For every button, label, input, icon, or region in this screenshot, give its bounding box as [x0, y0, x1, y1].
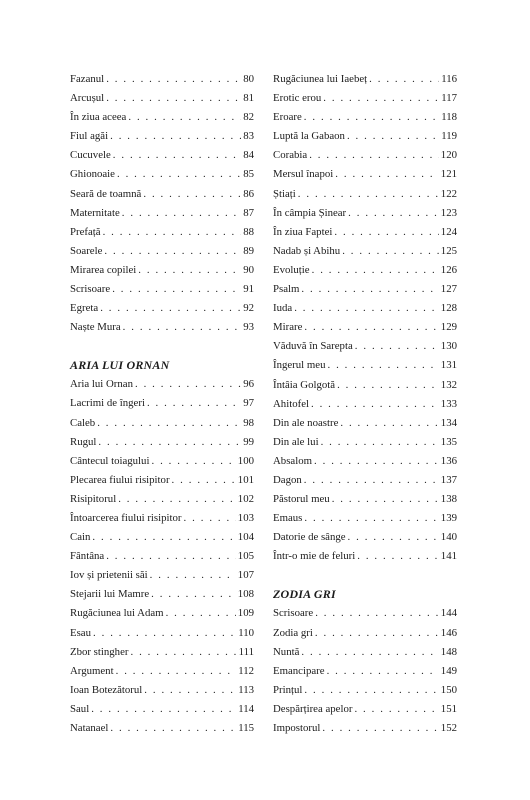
- dot-leader: [304, 509, 438, 528]
- toc-entry-title: Nadab și Abihu: [273, 244, 341, 257]
- toc-entry: [273, 662, 457, 681]
- toc-entry-title: Rugăciunea lui Iaebeț: [273, 73, 368, 85]
- toc-entry-page-number: 83: [243, 130, 254, 143]
- toc-entry: [273, 318, 457, 337]
- toc-entry-title: Dagon: [273, 473, 302, 486]
- toc-entry-title: Mirare: [273, 321, 303, 334]
- toc-entry: [273, 509, 457, 528]
- dot-leader: [334, 223, 438, 242]
- toc-entry: [70, 89, 254, 108]
- toc-entry-page-number: 132: [440, 378, 457, 391]
- toc-entry: [273, 146, 457, 165]
- toc-entry-title: Saul: [70, 702, 90, 715]
- toc-entry: [70, 185, 254, 204]
- toc-entry-page-number: 109: [237, 607, 254, 620]
- toc-entry: [70, 585, 254, 604]
- dot-leader: [315, 624, 439, 643]
- toc-entry-page-number: 84: [243, 149, 254, 162]
- dot-leader: [315, 604, 439, 623]
- toc-entry-title: Mersul înapoi: [273, 168, 334, 181]
- dot-leader: [128, 108, 241, 127]
- dot-leader: [110, 127, 241, 146]
- dot-leader: [143, 185, 241, 204]
- toc-entry: [70, 204, 254, 223]
- toc-entry: [70, 624, 254, 643]
- toc-entry-page-number: 123: [440, 206, 457, 219]
- dot-leader: [151, 585, 236, 604]
- toc-entry-title: Rugăciunea lui Adam: [70, 607, 164, 620]
- dot-leader: [166, 604, 236, 623]
- toc-entry-title: Iov și prietenii săi: [70, 569, 148, 582]
- toc-entry-title: Luptă la Gabaon: [273, 130, 345, 143]
- dot-leader: [117, 165, 241, 184]
- toc-entry: [273, 528, 457, 547]
- toc-entry-page-number: 103: [237, 511, 254, 524]
- toc-entry: [273, 108, 457, 127]
- dot-leader: [337, 376, 439, 395]
- toc-entry-page-number: 80: [243, 73, 254, 85]
- toc-entry: [273, 719, 457, 738]
- toc-entry-title: Arcușul: [70, 92, 105, 105]
- toc-entry-list: [273, 604, 457, 738]
- toc-entry-title: Prefață: [70, 225, 101, 238]
- toc-entry-title: Esau: [70, 626, 91, 639]
- toc-entry: [70, 146, 254, 165]
- toc-entry: [273, 337, 457, 356]
- toc-entry-title: Emancipare: [273, 664, 325, 677]
- toc-entry-list: [70, 70, 254, 337]
- toc-entry-page-number: 127: [440, 283, 457, 296]
- toc-entry-title: Cain: [70, 531, 91, 544]
- toc-entry: [273, 643, 457, 662]
- toc-entry: [273, 223, 457, 242]
- toc-entry: [70, 547, 254, 566]
- toc-entry-title: Egreta: [70, 302, 99, 315]
- toc-entry: [273, 433, 457, 452]
- dot-leader: [301, 643, 438, 662]
- toc-entry-title: Evoluție: [273, 263, 310, 276]
- toc-entry: [70, 299, 254, 318]
- toc-entry-page-number: 144: [440, 607, 457, 620]
- toc-entry-title: Ghionoaie: [70, 168, 115, 181]
- toc-entry-page-number: 87: [243, 206, 254, 219]
- toc-entry-title: Eroare: [273, 111, 302, 124]
- toc-entry: [70, 108, 254, 127]
- dot-leader: [104, 242, 241, 261]
- toc-entry: [273, 681, 457, 700]
- toc-entry-page-number: 131: [440, 359, 457, 372]
- dot-leader: [312, 261, 439, 280]
- toc-entry-title: Scrisoare: [273, 607, 314, 620]
- dot-leader: [92, 528, 235, 547]
- toc-entry: [273, 490, 457, 509]
- toc-entry: [70, 566, 254, 585]
- toc-entry-title: Din ale lui: [273, 435, 319, 448]
- dot-leader: [347, 127, 439, 146]
- toc-entry-page-number: 116: [441, 73, 457, 85]
- toc-entry-title: Natanael: [70, 722, 109, 734]
- toc-entry-page-number: 140: [440, 531, 457, 544]
- toc-entry: [70, 490, 254, 509]
- toc-entry-title: Cântecul toiagului: [70, 454, 150, 467]
- dot-leader: [298, 185, 439, 204]
- toc-entry: [70, 223, 254, 242]
- toc-entry-title: Stejarii lui Mamre: [70, 588, 150, 601]
- dot-leader: [309, 146, 439, 165]
- dot-leader: [112, 280, 241, 299]
- dot-leader: [348, 528, 439, 547]
- section-title: ARIA LUI ORNAN: [70, 358, 170, 373]
- toc-entry-page-number: 137: [440, 473, 457, 486]
- toc-entry-page-number: 88: [243, 225, 254, 238]
- dot-leader: [321, 433, 439, 452]
- toc-entry-title: Argument: [70, 664, 114, 677]
- toc-entry-title: Caleb: [70, 416, 96, 429]
- dot-leader: [369, 70, 439, 89]
- toc-entry-page-number: 113: [238, 683, 254, 696]
- toc-entry: [273, 471, 457, 490]
- toc-entry-page-number: 111: [238, 645, 254, 658]
- toc-entry-title: Zodia gri: [273, 626, 313, 639]
- toc-entry-title: Zbor stingher: [70, 645, 129, 658]
- toc-entry-page-number: 81: [243, 92, 254, 105]
- toc-entry-page-number: 107: [237, 569, 254, 582]
- dot-leader: [304, 108, 439, 127]
- toc-entry-page-number: 99: [243, 435, 254, 448]
- toc-entry-title: Mirarea copilei: [70, 263, 137, 276]
- toc-entry-title: Într-o mie de feluri: [273, 550, 356, 563]
- dot-leader: [323, 89, 439, 108]
- toc-entry-page-number: 135: [440, 435, 457, 448]
- section-gap: [273, 566, 457, 584]
- toc-entry-page-number: 129: [440, 321, 457, 334]
- toc-entry-page-number: 104: [237, 531, 254, 544]
- toc-entry-page-number: 136: [440, 454, 457, 467]
- toc-left-column: [70, 70, 254, 738]
- dot-leader: [348, 204, 439, 223]
- dot-leader: [103, 223, 242, 242]
- toc-entry-page-number: 118: [441, 111, 457, 124]
- toc-entry: [70, 280, 254, 299]
- toc-entry-page-number: 90: [243, 263, 254, 276]
- toc-entry: [273, 185, 457, 204]
- toc-entry-page-number: 124: [440, 225, 457, 238]
- toc-entry-page-number: 139: [440, 512, 457, 525]
- toc-entry: [273, 204, 457, 223]
- toc-entry-page-number: 102: [237, 492, 254, 505]
- toc-entry-page-number: 85: [243, 168, 254, 181]
- toc-entry-title: Rugul: [70, 435, 97, 448]
- toc-entry-title: În ziua aceea: [70, 111, 127, 124]
- toc-entry: [70, 681, 254, 700]
- section-title: ZODIA GRI: [273, 587, 336, 602]
- toc-entry-title: Lacrimi de îngeri: [70, 397, 145, 410]
- toc-entry-page-number: 119: [441, 130, 457, 143]
- dot-leader: [304, 471, 439, 490]
- toc-entry: [70, 719, 254, 738]
- toc-entry-title: Plecarea fiului risipitor: [70, 473, 170, 486]
- toc-entry-page-number: 138: [440, 493, 457, 506]
- dot-leader: [100, 299, 241, 318]
- dot-leader: [322, 719, 438, 738]
- toc-entry: [273, 242, 457, 261]
- dot-leader: [123, 318, 242, 337]
- toc-entry-page-number: 112: [238, 664, 254, 677]
- toc-entry: [273, 376, 457, 395]
- dot-leader: [335, 165, 439, 184]
- toc-entry: [273, 299, 457, 318]
- toc-entry: [273, 165, 457, 184]
- dot-leader: [135, 375, 241, 394]
- toc-entry-title: Ioan Botezătorul: [70, 683, 143, 696]
- dot-leader: [172, 471, 236, 490]
- toc-entry-title: Scrisoare: [70, 283, 111, 296]
- toc-entry: [70, 70, 254, 89]
- dot-leader: [332, 490, 439, 509]
- toc-entry-page-number: 122: [440, 187, 457, 200]
- toc-entry-page-number: 101: [237, 473, 254, 486]
- toc-entry-page-number: 134: [440, 416, 457, 429]
- toc-entry: [70, 643, 254, 662]
- dot-leader: [98, 433, 241, 452]
- toc-entry: [70, 375, 254, 394]
- toc-entry-page-number: 125: [440, 244, 457, 257]
- toc-entry: [273, 127, 457, 146]
- toc-entry-page-number: 141: [440, 550, 457, 563]
- toc-entry-page-number: 148: [440, 645, 457, 658]
- toc-entry-title: Nuntă: [273, 645, 300, 658]
- toc-entry-page-number: 126: [440, 263, 457, 276]
- toc-entry: [70, 414, 254, 433]
- dot-leader: [327, 356, 438, 375]
- toc-entry: [70, 394, 254, 413]
- toc-entry-title: Din ale noastre: [273, 416, 339, 429]
- toc-entry-page-number: 97: [243, 397, 254, 410]
- toc-right-column: [273, 70, 457, 738]
- dot-leader: [110, 719, 236, 738]
- toc-entry: [273, 280, 457, 299]
- dot-leader: [116, 662, 237, 681]
- toc-entry: [70, 471, 254, 490]
- toc-entry: [70, 127, 254, 146]
- toc-entry: [70, 318, 254, 337]
- toc-entry-page-number: 115: [238, 722, 254, 734]
- toc-entry-list: [70, 375, 254, 738]
- dot-leader: [144, 681, 236, 700]
- toc-entry-page-number: 117: [441, 92, 457, 105]
- dot-leader: [340, 414, 438, 433]
- toc-entry-page-number: 146: [440, 626, 457, 639]
- dot-leader: [184, 509, 236, 528]
- toc-entry-page-number: 100: [237, 454, 254, 467]
- toc-entry-title: Soarele: [70, 244, 103, 257]
- toc-entry: [273, 700, 457, 719]
- dot-leader: [301, 280, 438, 299]
- toc-entry: [70, 509, 254, 528]
- toc-entry: [70, 165, 254, 184]
- toc-entry: [273, 356, 457, 375]
- section-gap: [70, 337, 254, 355]
- dot-leader: [106, 547, 236, 566]
- toc-entry-title: Știați: [273, 187, 296, 200]
- toc-entry-page-number: 93: [243, 321, 254, 334]
- toc-entry: [273, 624, 457, 643]
- dot-leader: [122, 204, 241, 223]
- toc-entry: [273, 414, 457, 433]
- dot-leader: [91, 700, 236, 719]
- toc-entry-title: Fiul agăi: [70, 130, 109, 143]
- toc-entry-title: Absalom: [273, 454, 312, 467]
- toc-entry-page-number: 128: [440, 302, 457, 315]
- toc-entry: [70, 242, 254, 261]
- toc-entry: [273, 395, 457, 414]
- toc-entry: [273, 604, 457, 623]
- toc-entry-page-number: 152: [440, 722, 457, 734]
- toc-entry-title: În câmpia Șinear: [273, 206, 347, 219]
- toc-entry: [70, 261, 254, 280]
- toc-entry-title: Văduvă în Sarepta: [273, 340, 353, 353]
- toc-entry-title: Risipitorul: [70, 492, 117, 505]
- toc-entry-title: Despărțirea apelor: [273, 702, 353, 715]
- toc-entry-title: Întoarcerea fiului risipitor: [70, 511, 182, 524]
- dot-leader: [118, 490, 236, 509]
- toc-entry-page-number: 96: [243, 378, 254, 391]
- dot-leader: [150, 566, 236, 585]
- dot-leader: [355, 337, 439, 356]
- dot-leader: [113, 146, 241, 165]
- toc-entry-title: Prințul: [273, 683, 303, 696]
- toc-entry-title: Îngerul meu: [273, 359, 326, 372]
- toc-entry-page-number: 86: [243, 187, 254, 200]
- dot-leader: [151, 452, 235, 471]
- dot-leader: [304, 681, 438, 700]
- toc-entry: [273, 452, 457, 471]
- toc-entry-title: Fazanul: [70, 73, 105, 85]
- toc-entry: [70, 700, 254, 719]
- toc-entry-page-number: 82: [243, 111, 254, 124]
- dot-leader: [93, 624, 236, 643]
- toc-entry-page-number: 105: [237, 550, 254, 563]
- toc-entry-title: Emaus: [273, 512, 303, 525]
- dot-leader: [327, 662, 439, 681]
- toc-entry: [273, 89, 457, 108]
- toc-entry-title: Seară de toamnă: [70, 187, 142, 200]
- toc-entry: [70, 604, 254, 623]
- toc-entry: [273, 261, 457, 280]
- toc-entry-title: Psalm: [273, 283, 300, 296]
- toc-entry: [70, 452, 254, 471]
- dot-leader: [138, 261, 241, 280]
- dot-leader: [106, 89, 241, 108]
- toc-entry-page-number: 110: [238, 626, 254, 639]
- toc-entry-page-number: 91: [243, 283, 254, 296]
- toc-entry-title: În ziua Faptei: [273, 225, 333, 238]
- toc-entry-title: Naște Mura: [70, 321, 121, 334]
- toc-entry: [273, 70, 457, 89]
- toc-entry-title: Iuda: [273, 302, 293, 315]
- toc-entry-page-number: 151: [440, 702, 457, 715]
- dot-leader: [147, 394, 241, 413]
- toc-entry-page-number: 130: [440, 340, 457, 353]
- toc-entry-title: Corabia: [273, 149, 308, 162]
- dot-leader: [314, 452, 439, 471]
- toc-entry-title: Fântâna: [70, 550, 105, 563]
- toc-entry-title: Întâia Golgotă: [273, 378, 336, 391]
- toc-entry-page-number: 89: [243, 244, 254, 257]
- toc-entry-page-number: 108: [237, 588, 254, 601]
- dot-leader: [311, 395, 439, 414]
- toc-entry: [70, 433, 254, 452]
- toc-entry-page-number: 149: [440, 664, 457, 677]
- dot-leader: [304, 318, 438, 337]
- toc-entry-page-number: 114: [238, 702, 254, 715]
- dot-leader: [357, 547, 439, 566]
- toc-entry-title: Impostorul: [273, 722, 321, 734]
- toc-entry-title: Păstorul meu: [273, 493, 330, 506]
- toc-entry-title: Maternitate: [70, 206, 120, 219]
- toc-entry-page-number: 133: [440, 397, 457, 410]
- toc-entry-title: Erotic erou: [273, 92, 322, 105]
- toc-entry: [70, 662, 254, 681]
- dot-leader: [130, 643, 236, 662]
- dot-leader: [354, 700, 438, 719]
- toc-entry: [273, 547, 457, 566]
- toc-entry: [70, 528, 254, 547]
- dot-leader: [97, 414, 241, 433]
- toc-entry-title: Datorie de sânge: [273, 531, 346, 544]
- toc-entry-page-number: 120: [440, 149, 457, 162]
- toc-entry-title: Aria lui Ornan: [70, 378, 133, 391]
- dot-leader: [342, 242, 439, 261]
- toc-entry-title: Cucuvele: [70, 149, 111, 162]
- toc-entry-page-number: 121: [440, 168, 457, 181]
- toc-entry-page-number: 98: [243, 416, 254, 429]
- dot-leader: [106, 70, 241, 89]
- toc-entry-page-number: 150: [440, 683, 457, 696]
- toc-entry-list: [273, 70, 457, 566]
- toc-entry-title: Ahitofel: [273, 397, 309, 410]
- toc-entry-page-number: 92: [243, 302, 254, 315]
- dot-leader: [294, 299, 439, 318]
